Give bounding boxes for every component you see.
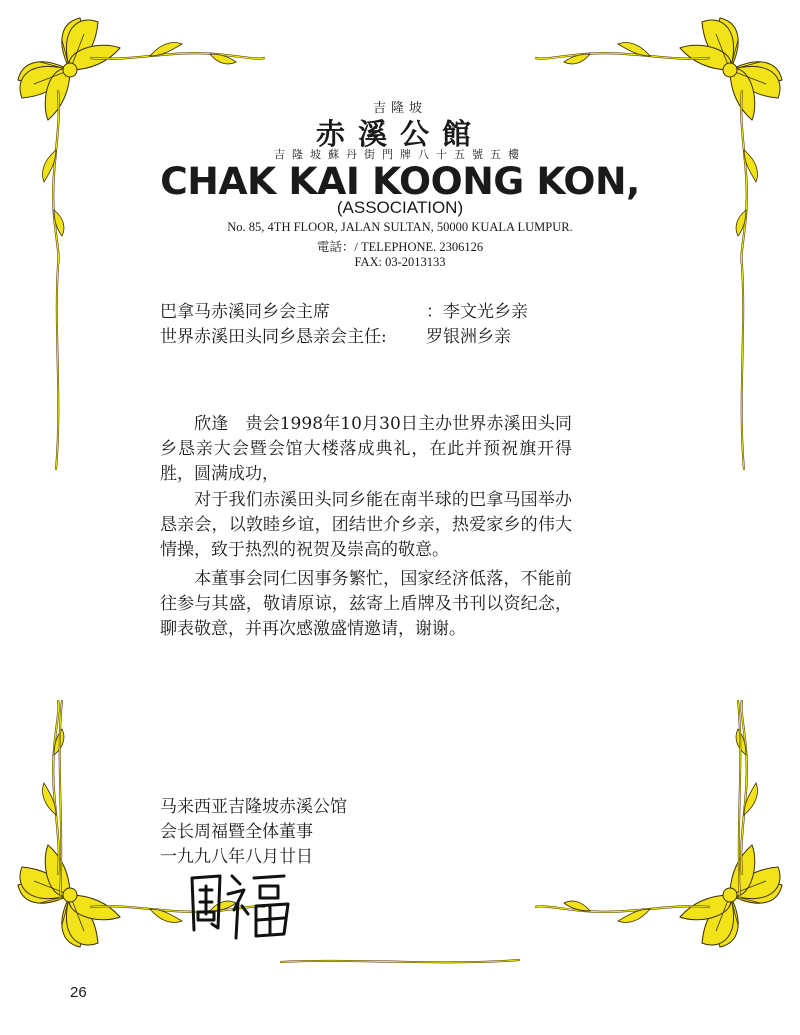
recipient-name: ：李文光乡亲 [426, 302, 528, 322]
handwritten-signature [180, 868, 320, 948]
letterhead-english-name: CHAK KAI KOONG KON, [160, 160, 640, 203]
recipient-row [160, 325, 528, 350]
recipient-row [160, 300, 528, 325]
closing-organization: 马来西亚吉隆坡赤溪公馆 [160, 797, 347, 817]
page-number: 26 [70, 984, 87, 1001]
closing-signatory: 会长周福暨全体董事 [160, 822, 313, 842]
letterhead-english-address: No. 85, 4TH FLOOR, JALAN SULTAN, 50000 KUALA LUMPUR. [227, 220, 573, 234]
closing-date: 一九九八年八月廿日 [160, 847, 313, 867]
corner-flower-bottom-right [535, 700, 782, 947]
letterhead-association: (ASSOCIATION) [336, 198, 464, 217]
recipient-name: 罗银洲乡亲 [426, 327, 511, 347]
letterhead-location: 吉隆坡 [372, 101, 427, 116]
letterhead-chinese-address: 吉隆坡蘇丹街門牌八十五號五樓 [274, 148, 526, 161]
body-paragraph-3: 本董事会同仁因事务繁忙，国家经济低落，不能前往参与其盛，敬请原谅，兹寄上盾牌及书刊以资纪念，聊表敬意，并再次感激盛情邀请，谢谢。 [160, 569, 572, 639]
recipients-block [160, 300, 528, 350]
letterhead-chinese-name: 赤溪公館 [315, 117, 484, 151]
letterhead-telephone: 電話：/ TELEPHONE. 2306126 [316, 240, 484, 254]
letterhead-fax: FAX: 03-2013133 [354, 255, 446, 269]
recipient-title: 世界赤溪田头同乡恳亲会主任: [160, 327, 387, 347]
body-paragraph-1: 欣逢 贵会1998年10月30日主办世界赤溪田头同乡恳亲大会暨会馆大楼落成典礼，在此并预祝旗开得胜，圆满成功， [160, 414, 572, 484]
body-paragraph-2: 对于我们赤溪田头同乡能在南半球的巴拿马国举办恳亲会，以敦睦乡谊，团结世介乡亲，热爱家乡的伟大情操，致于热烈的祝贺及崇高的敬意。 [160, 490, 572, 560]
closing-block [160, 795, 347, 870]
recipient-title: 巴拿马赤溪同乡会主席 [160, 302, 330, 322]
